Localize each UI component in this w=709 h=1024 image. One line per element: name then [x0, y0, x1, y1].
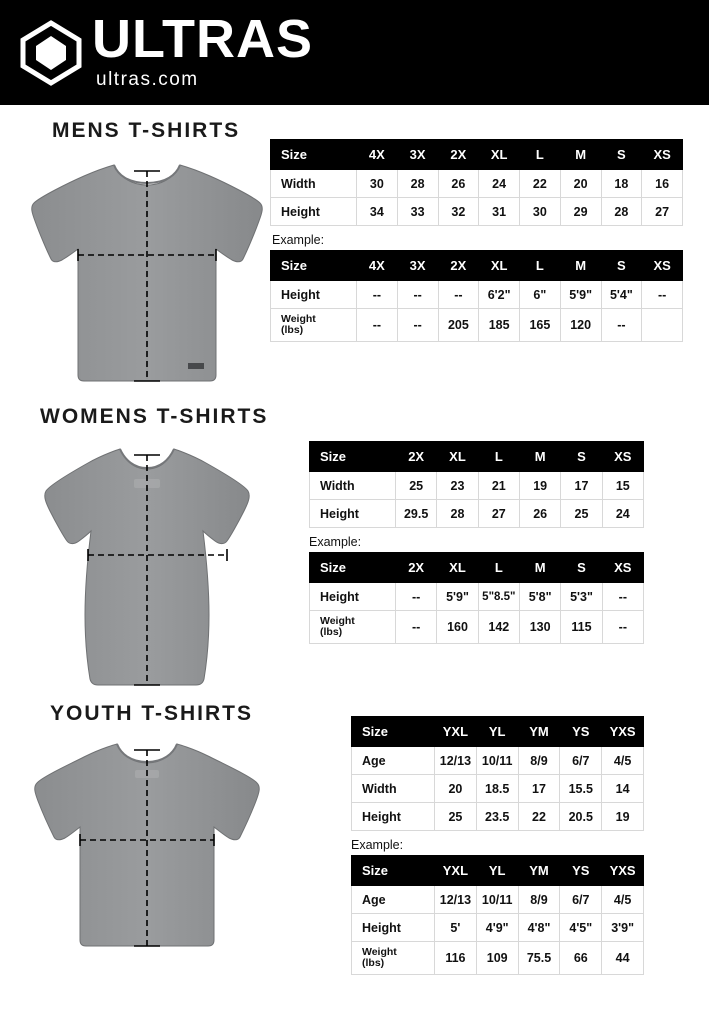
- th-yxl: YXL: [435, 856, 477, 886]
- th-m: M: [560, 140, 601, 170]
- th-xl: XL: [479, 140, 520, 170]
- cell: 8/9: [518, 747, 560, 775]
- cell: 25: [396, 472, 437, 500]
- cell: 4'8": [518, 914, 560, 942]
- brand-name: ULTRAS: [92, 9, 313, 70]
- cell: 10/11: [476, 747, 518, 775]
- th-yl: YL: [476, 856, 518, 886]
- cell: 12/13: [435, 886, 477, 914]
- cell: 25: [435, 803, 477, 831]
- th-2x: 2X: [396, 442, 437, 472]
- cell: 4/5: [602, 886, 644, 914]
- row-label-height: Height: [310, 500, 396, 528]
- cell: 32: [438, 198, 479, 226]
- cell: 29.5: [396, 500, 437, 528]
- cell: 28: [397, 170, 438, 198]
- cell: 8/9: [518, 886, 560, 914]
- th-m: M: [560, 251, 601, 281]
- mens-example-table: [270, 250, 683, 342]
- th-l: L: [520, 140, 561, 170]
- cell: 26: [438, 170, 479, 198]
- cell: 4'9": [476, 914, 518, 942]
- row-label-weight: Weight (lbs): [352, 942, 435, 975]
- cell: 29: [560, 198, 601, 226]
- cell: 30: [520, 198, 561, 226]
- cell: 205: [438, 309, 479, 342]
- cell: 5'8": [519, 583, 560, 611]
- cell: 6": [520, 281, 561, 309]
- table-row: [352, 775, 644, 803]
- table-row: [271, 281, 683, 309]
- th-4x: 4X: [357, 140, 398, 170]
- cell: 22: [518, 803, 560, 831]
- section-womens: [0, 405, 709, 700]
- cell: 20.5: [560, 803, 602, 831]
- table-header-row: [310, 442, 644, 472]
- row-label-width: Width: [310, 472, 396, 500]
- row-label-weight: Weight (lbs): [271, 309, 357, 342]
- th-s: S: [601, 140, 642, 170]
- cell: 25: [561, 500, 602, 528]
- cell: 22: [520, 170, 561, 198]
- row-label-age: Age: [352, 886, 435, 914]
- mens-tshirt-illustration: [22, 149, 270, 399]
- table-row: [352, 803, 644, 831]
- row-label-height: Height: [352, 914, 435, 942]
- cell: 142: [478, 611, 519, 644]
- cell: 5'9": [560, 281, 601, 309]
- row-label-width: Width: [352, 775, 435, 803]
- cell: 20: [560, 170, 601, 198]
- th-xl: XL: [479, 251, 520, 281]
- cell: 116: [435, 942, 477, 975]
- cell: 27: [478, 500, 519, 528]
- cell: --: [438, 281, 479, 309]
- th-yl: YL: [476, 717, 518, 747]
- cell: 75.5: [518, 942, 560, 975]
- cell: 120: [560, 309, 601, 342]
- cell: 6'2": [479, 281, 520, 309]
- row-label-weight: Weight (lbs): [310, 611, 396, 644]
- row-label-height: Height: [271, 281, 357, 309]
- th-xl: XL: [437, 442, 478, 472]
- th-size: Size: [271, 251, 357, 281]
- page-header: [0, 0, 709, 105]
- cell: [642, 309, 683, 342]
- cell: 44: [602, 942, 644, 975]
- th-yxl: YXL: [435, 717, 477, 747]
- cell: 4'5": [560, 914, 602, 942]
- cell: --: [357, 281, 398, 309]
- section-title-womens: WOMENS T-SHIRTS: [40, 405, 269, 428]
- th-3x: 3X: [397, 251, 438, 281]
- th-size: Size: [352, 717, 435, 747]
- th-yxs: YXS: [602, 856, 644, 886]
- cell: 16: [642, 170, 683, 198]
- cell: 28: [601, 198, 642, 226]
- cell: 17: [518, 775, 560, 803]
- cell: 21: [478, 472, 519, 500]
- youth-size-table: [351, 716, 644, 831]
- shield-pentagon-icon: [18, 20, 84, 86]
- th-xl: XL: [437, 553, 478, 583]
- cell: 4/5: [602, 747, 644, 775]
- th-s: S: [561, 553, 602, 583]
- th-ys: YS: [560, 856, 602, 886]
- table-header-row: [310, 553, 644, 583]
- cell: 160: [437, 611, 478, 644]
- cell: 33: [397, 198, 438, 226]
- cell: 34: [357, 198, 398, 226]
- th-4x: 4X: [357, 251, 398, 281]
- table-header-row: [352, 717, 644, 747]
- cell: 3'9": [602, 914, 644, 942]
- th-l: L: [520, 251, 561, 281]
- womens-example-table: [309, 552, 644, 644]
- cell: --: [602, 611, 643, 644]
- example-label-mens: Example:: [272, 233, 325, 247]
- cell: 6/7: [560, 886, 602, 914]
- th-ys: YS: [560, 717, 602, 747]
- cell: --: [397, 309, 438, 342]
- cell: 115: [561, 611, 602, 644]
- table-row: [271, 309, 683, 342]
- example-label-womens: Example:: [309, 535, 362, 549]
- th-ym: YM: [518, 856, 560, 886]
- row-label-height: Height: [310, 583, 396, 611]
- cell: 24: [479, 170, 520, 198]
- table-row: [352, 942, 644, 975]
- cell: 30: [357, 170, 398, 198]
- cell: 23.5: [476, 803, 518, 831]
- row-label-age: Age: [352, 747, 435, 775]
- cell: 66: [560, 942, 602, 975]
- th-xs: XS: [602, 442, 643, 472]
- cell: 18.5: [476, 775, 518, 803]
- cell: --: [357, 309, 398, 342]
- youth-example-table: [351, 855, 644, 975]
- cell: 5': [435, 914, 477, 942]
- cell: 12/13: [435, 747, 477, 775]
- th-ym: YM: [518, 717, 560, 747]
- cell: 18: [601, 170, 642, 198]
- example-label-youth: Example:: [351, 838, 404, 852]
- row-label-height: Height: [271, 198, 357, 226]
- brand-url: ultras.com: [96, 68, 199, 90]
- cell: 27: [642, 198, 683, 226]
- cell: 109: [476, 942, 518, 975]
- th-size: Size: [271, 140, 357, 170]
- cell: 5'4": [601, 281, 642, 309]
- table-header-row: [271, 140, 683, 170]
- cell: --: [396, 583, 437, 611]
- cell: 5"8.5": [478, 583, 519, 611]
- table-header-row: [271, 251, 683, 281]
- section-mens: [0, 105, 709, 399]
- table-row: [310, 611, 644, 644]
- th-size: Size: [352, 856, 435, 886]
- th-s: S: [561, 442, 602, 472]
- th-m: M: [519, 442, 560, 472]
- th-xs: XS: [642, 251, 683, 281]
- cell: --: [396, 611, 437, 644]
- table-row: [352, 886, 644, 914]
- th-2x: 2X: [396, 553, 437, 583]
- cell: 10/11: [476, 886, 518, 914]
- th-xs: XS: [602, 553, 643, 583]
- section-title-youth: YOUTH T-SHIRTS: [50, 702, 254, 725]
- th-xs: XS: [642, 140, 683, 170]
- row-label-width: Width: [271, 170, 357, 198]
- cell: 20: [435, 775, 477, 803]
- cell: 19: [519, 472, 560, 500]
- cell: 19: [602, 803, 644, 831]
- cell: --: [602, 583, 643, 611]
- row-label-height: Height: [352, 803, 435, 831]
- table-row: [352, 914, 644, 942]
- table-row: [352, 747, 644, 775]
- th-s: S: [601, 251, 642, 281]
- womens-tshirt-illustration: [22, 435, 270, 700]
- th-m: M: [519, 553, 560, 583]
- cell: --: [642, 281, 683, 309]
- table-row: [271, 170, 683, 198]
- cell: 17: [561, 472, 602, 500]
- th-yxs: YXS: [602, 717, 644, 747]
- th-3x: 3X: [397, 140, 438, 170]
- th-2x: 2X: [438, 251, 479, 281]
- table-row: [271, 198, 683, 226]
- cell: 185: [479, 309, 520, 342]
- table-header-row: [352, 856, 644, 886]
- section-youth: [0, 702, 709, 975]
- th-l: L: [478, 442, 519, 472]
- th-l: L: [478, 553, 519, 583]
- cell: 15: [602, 472, 643, 500]
- youth-tshirt-illustration: [22, 732, 270, 962]
- cell: 165: [520, 309, 561, 342]
- cell: 28: [437, 500, 478, 528]
- cell: --: [601, 309, 642, 342]
- cell: 130: [519, 611, 560, 644]
- cell: 5'3": [561, 583, 602, 611]
- th-size: Size: [310, 553, 396, 583]
- cell: 26: [519, 500, 560, 528]
- cell: 24: [602, 500, 643, 528]
- cell: 5'9": [437, 583, 478, 611]
- womens-size-table: [309, 441, 644, 528]
- th-2x: 2X: [438, 140, 479, 170]
- cell: 31: [479, 198, 520, 226]
- cell: 15.5: [560, 775, 602, 803]
- th-size: Size: [310, 442, 396, 472]
- cell: --: [397, 281, 438, 309]
- mens-size-table: [270, 139, 683, 226]
- cell: 14: [602, 775, 644, 803]
- cell: 6/7: [560, 747, 602, 775]
- table-row: [310, 472, 644, 500]
- cell: 23: [437, 472, 478, 500]
- table-row: [310, 500, 644, 528]
- section-title-mens: MENS T-SHIRTS: [52, 119, 241, 142]
- table-row: [310, 583, 644, 611]
